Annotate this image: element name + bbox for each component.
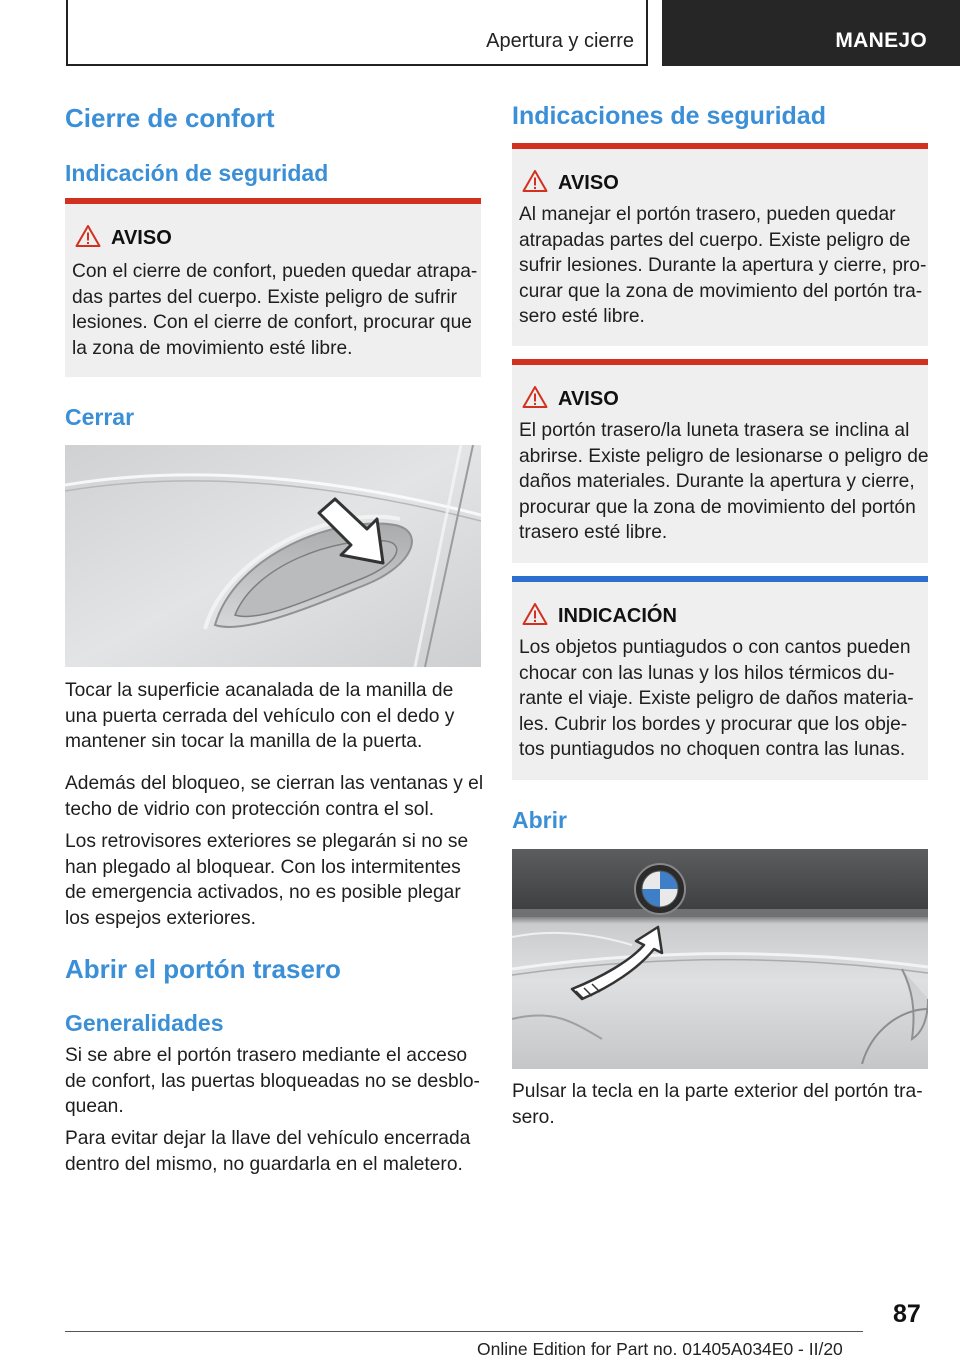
text-line: los espejos exteriores. — [65, 907, 256, 929]
notice-box — [512, 576, 928, 780]
heading-safety-indication: Indicación de seguridad — [65, 160, 329, 186]
general-paragraph — [65, 1043, 481, 1120]
page-number: 87 — [893, 1300, 921, 1328]
text-line: Además del bloqueo, se cierran las ventanas y el — [65, 773, 484, 794]
heading-open: Abrir — [512, 807, 567, 833]
notice-text — [519, 635, 923, 763]
warning-line: sero esté libre. — [519, 306, 645, 327]
warning-bar — [65, 198, 481, 204]
text-line: Para evitar dejar la llave del vehículo encerrada — [65, 1128, 471, 1149]
warning-line: Con el cierre de confort, pueden quedar atrapa- — [72, 261, 478, 282]
notice-line: chocar con las lunas y los hilos térmicos du- — [519, 662, 895, 684]
warning-box-rear-window — [512, 359, 928, 563]
text-line: de confort, las puertas bloqueadas no se desblo- — [65, 1070, 480, 1092]
warning-line: la zona de movimiento esté libre. — [72, 337, 353, 359]
text-line: una puerta cerrada del vehículo con el dedo y — [65, 705, 455, 727]
text-line: han plegado al bloquear. Con los intermitentes — [65, 856, 461, 878]
heading-general: Generalidades — [65, 1010, 224, 1036]
chapter-title: MANEJO — [835, 29, 927, 52]
door-handle-illustration — [65, 445, 481, 667]
notice-line: tos puntiagudos no choquen contra las lunas. — [519, 739, 906, 760]
text-line: Tocar la superficie acanalada de la manilla de — [65, 680, 454, 701]
warning-line: abrirse. Existe peligro de lesionarse o peligro de — [519, 445, 929, 467]
warning-line: lesiones. Con el cierre de confort, procurar que — [72, 312, 472, 333]
warning-text — [519, 418, 929, 546]
text-line: de emergencia activados, no es posible plegar — [65, 882, 461, 903]
close-paragraph — [65, 771, 484, 822]
heading-close: Cerrar — [65, 404, 135, 430]
close-paragraph — [65, 678, 481, 755]
warning-text — [72, 259, 476, 361]
text-line: Pulsar la tecla en la parte exterior del portón tra- — [512, 1081, 923, 1102]
section-tab — [66, 0, 648, 66]
warning-line: daños materiales. Durante la apertura y cierre, — [519, 471, 915, 492]
text-line: Si se abre el portón trasero mediante el acceso — [65, 1045, 468, 1066]
heading-comfort-close: Cierre de confort — [65, 103, 275, 133]
page-header — [0, 0, 960, 66]
warning-bar — [512, 359, 928, 365]
warning-bar — [512, 143, 928, 149]
warning-box-comfort — [65, 198, 481, 377]
warning-line: procurar que la zona de movimiento del portón — [519, 496, 916, 518]
warning-line: atrapadas partes del cuerpo. Existe peligro de — [519, 229, 911, 251]
close-paragraph — [65, 829, 481, 931]
warning-line: curar que la zona de movimiento del portón tra- — [519, 280, 923, 302]
text-line: dentro del mismo, no guardarla en el maletero. — [65, 1153, 463, 1175]
warning-line: trasero esté libre. — [519, 522, 668, 543]
warning-triangle-icon — [75, 224, 101, 248]
warning-text — [519, 202, 927, 330]
warning-line: sufrir lesiones. Durante la apertura y cierre, pro- — [519, 255, 927, 276]
general-paragraph — [65, 1126, 481, 1177]
warning-line: das partes del cuerpo. Existe peligro de sufrir — [72, 286, 458, 308]
notice-title: INDICACIÓN — [558, 605, 677, 627]
footer-divider — [65, 1331, 863, 1332]
tailgate-button-illustration — [512, 849, 928, 1069]
footer-edition: Online Edition for Part no. 01405A034E0 - II/20 — [477, 1339, 843, 1359]
warning-title: AVISO — [558, 388, 619, 410]
text-line: techo de vidrio con protección contra el sol. — [65, 798, 435, 820]
section-title: Apertura y cierre — [486, 30, 634, 52]
text-line: Los retrovisores exteriores se plegarán si no se — [65, 831, 469, 852]
open-paragraph — [512, 1079, 928, 1130]
warning-title: AVISO — [558, 172, 619, 194]
notice-line: les. Cubrir los bordes y procurar que los obje- — [519, 713, 908, 735]
notice-line: rante el viaje. Existe peligro de daños materia- — [519, 688, 914, 709]
text-line: quean. — [65, 1096, 124, 1117]
text-line: mantener sin tocar la manilla de la puerta. — [65, 731, 423, 752]
warning-line: Al manejar el portón trasero, pueden quedar — [519, 204, 896, 225]
chapter-tab — [662, 0, 960, 66]
warning-box-tailgate — [512, 143, 928, 346]
heading-open-tailgate: Abrir el portón trasero — [65, 954, 341, 984]
notice-bar — [512, 576, 928, 582]
warning-title: AVISO — [111, 227, 172, 249]
warning-line: El portón trasero/la luneta trasera se inclina al — [519, 420, 910, 441]
heading-safety-instructions: Indicaciones de seguridad — [512, 102, 826, 130]
text-line: sero. — [512, 1106, 555, 1128]
notice-line: Los objetos puntiagudos o con cantos pueden — [519, 637, 911, 658]
warning-triangle-icon — [522, 385, 548, 409]
warning-triangle-icon — [522, 169, 548, 193]
warning-triangle-icon — [522, 602, 548, 626]
